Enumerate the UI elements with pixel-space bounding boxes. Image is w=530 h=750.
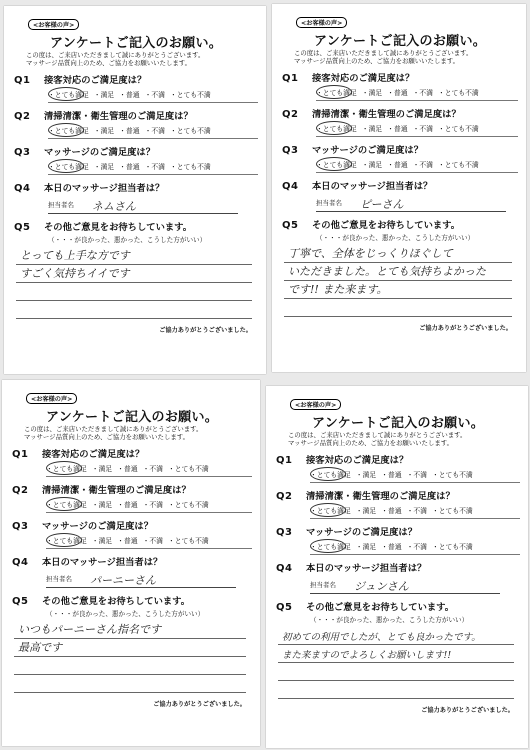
comment-line: 丁寧で、全体をじっくりほぐして: [288, 247, 453, 260]
answer-circle: [310, 503, 346, 517]
q1-text: 接客対応のご満足度は？: [312, 73, 415, 84]
comment-line: いつもパーニーさん指名です: [18, 623, 161, 636]
q5-number: Q5: [282, 220, 299, 231]
person-label: 担当者名: [316, 199, 342, 207]
thanks-text: ご協力ありがとうございました。: [419, 325, 512, 332]
person-label: 担当者名: [48, 201, 74, 209]
answer-circle: [310, 467, 346, 481]
q4-text: 本日のマッサージ担当者は？: [312, 181, 433, 192]
q1-number: Q1: [12, 449, 29, 460]
header-tag: <お客様の声>: [26, 393, 77, 404]
person-field: [48, 200, 238, 214]
q2-text: 清掃清潔・衛生管理のご満足度は？: [44, 111, 193, 122]
comment-line: すごく気持ちイイです: [20, 267, 130, 280]
comment-line: 最高です: [18, 641, 62, 654]
person-handwritten: パーニーさん: [90, 574, 156, 587]
q3-number: Q3: [12, 521, 29, 532]
survey-card-4: [266, 386, 528, 748]
thanks-text: ご協力ありがとうございました。: [159, 327, 252, 334]
q4-number: Q4: [12, 557, 29, 568]
q1-number: Q1: [276, 455, 293, 466]
q1-options: ・とても満足 ・満足 ・普通 ・不満 ・とても不満: [316, 87, 518, 101]
survey-title: アンケートご記入のお願い。: [49, 36, 223, 51]
q5-text: その他ご意見をお待ちしています。: [42, 596, 191, 607]
q3-options: ・とても満足 ・満足 ・普通 ・不満 ・とても不満: [46, 535, 252, 549]
comment-line: とっても上手な方です: [20, 249, 130, 262]
q5-number: Q5: [14, 222, 31, 233]
q2-number: Q2: [282, 109, 299, 120]
survey-title: アンケートご記入のお願い。: [311, 416, 485, 431]
intro-line-2: マッサージ品質向上のため、ご協力をお願いいたします。: [288, 439, 454, 447]
intro-line-1: この度は、ご来店いただきまして誠にありがとうございます。: [288, 431, 467, 439]
q4-text: 本日のマッサージ担当者は？: [306, 563, 427, 574]
header-tag: <お客様の声>: [296, 17, 347, 28]
q2-number: Q2: [12, 485, 29, 496]
q1-text: 接客対応のご満足度は？: [44, 75, 147, 86]
q5-subtext: （・・・が良かった、悪かった、こうした方がいい）: [310, 616, 469, 624]
q5-number: Q5: [12, 596, 29, 607]
q4-text: 本日のマッサージ担当者は？: [42, 557, 163, 568]
survey-title: アンケートご記入のお願い。: [45, 410, 219, 425]
q1-text: 接客対応のご満足度は？: [306, 455, 409, 466]
answer-circle: [310, 539, 346, 553]
q1-text: 接客対応のご満足度は？: [42, 449, 145, 460]
header-tag: <お客様の声>: [28, 19, 79, 30]
comment-area: [284, 245, 512, 317]
survey-card-1: [4, 6, 266, 374]
person-label: 担当者名: [310, 581, 336, 589]
thanks-text: ご協力ありがとうございました。: [421, 707, 514, 714]
q3-options: ・とても満足 ・満足 ・普通 ・不満 ・とても不満: [316, 159, 518, 173]
q5-subtext: （・・・が良かった、悪かった、こうした方がいい）: [316, 234, 475, 242]
q2-number: Q2: [14, 111, 31, 122]
q5-text: その他ご意見をお待ちしています。: [306, 602, 455, 613]
comment-line: また来ますのでよろしくお願いします!!: [282, 650, 452, 661]
q1-number: Q1: [282, 73, 299, 84]
q3-options: ・とても満足 ・満足 ・普通 ・不満 ・とても不満: [48, 161, 258, 175]
survey-title: アンケートご記入のお願い。: [313, 34, 487, 49]
q3-number: Q3: [282, 145, 299, 156]
survey-card-2: [272, 4, 526, 372]
answer-circle: [46, 497, 82, 511]
q3-number: Q3: [14, 147, 31, 158]
q2-text: 清掃清潔・衛生管理のご満足度は？: [306, 491, 455, 502]
person-handwritten: ピーさん: [360, 198, 404, 211]
header-tag: <お客様の声>: [290, 399, 341, 410]
q1-options: ・とても満足 ・満足 ・普通 ・不満 ・とても不満: [48, 89, 258, 103]
intro-line-1: この度は、ご来店いただきまして誠にありがとうございます。: [24, 425, 203, 433]
intro-line-2: マッサージ品質向上のため、ご協力をお願いいたします。: [26, 59, 192, 67]
person-field: [316, 198, 506, 212]
answer-circle: [48, 87, 84, 101]
q2-options: ・とても満足 ・満足 ・普通 ・不満 ・とても不満: [310, 505, 520, 519]
q4-text: 本日のマッサージ担当者は？: [44, 183, 165, 194]
q3-text: マッサージのご満足度は？: [306, 527, 418, 538]
q1-options: ・とても満足 ・満足 ・普通 ・不満 ・とても不満: [46, 463, 252, 477]
q5-text: その他ご意見をお待ちしています。: [312, 220, 461, 231]
answer-circle: [316, 121, 352, 135]
comment-line: 初めての利用でしたが、とても良かったです。: [282, 632, 481, 643]
q2-options: ・とても満足 ・満足 ・普通 ・不満 ・とても不満: [46, 499, 252, 513]
q5-number: Q5: [276, 602, 293, 613]
q3-number: Q3: [276, 527, 293, 538]
intro-line-2: マッサージ品質向上のため、ご協力をお願いいたします。: [24, 433, 190, 441]
q5-subtext: （・・・が良かった、悪かった、こうした方がいい）: [46, 610, 205, 618]
q1-number: Q1: [14, 75, 31, 86]
q4-number: Q4: [282, 181, 299, 192]
person-field: [310, 580, 500, 594]
comment-area: [278, 627, 514, 699]
answer-circle: [46, 461, 82, 475]
q1-options: ・とても満足 ・満足 ・普通 ・不満 ・とても不満: [310, 469, 520, 483]
survey-card-3: [2, 380, 260, 746]
q2-text: 清掃清潔・衛生管理のご満足度は？: [312, 109, 461, 120]
intro-line-1: この度は、ご来店いただきまして誠にありがとうございます。: [26, 51, 205, 59]
thanks-text: ご協力ありがとうございました。: [153, 701, 246, 708]
q2-text: 清掃清潔・衛生管理のご満足度は？: [42, 485, 191, 496]
q5-subtext: （・・・が良かった、悪かった、こうした方がいい）: [48, 236, 207, 244]
intro-line-1: この度は、ご来店いただきまして誠にありがとうございます。: [294, 49, 473, 57]
answer-circle: [48, 123, 84, 137]
q3-text: マッサージのご満足度は？: [44, 147, 156, 158]
comment-line: です!! また来ます。: [288, 283, 388, 296]
answer-circle: [46, 533, 82, 547]
answer-circle: [48, 159, 84, 173]
person-handwritten: ネムさん: [92, 200, 136, 213]
answer-circle: [316, 85, 352, 99]
q3-text: マッサージのご満足度は？: [312, 145, 424, 156]
q4-number: Q4: [14, 183, 31, 194]
q2-options: ・とても満足 ・満足 ・普通 ・不満 ・とても不満: [48, 125, 258, 139]
intro-line-2: マッサージ品質向上のため、ご協力をお願いいたします。: [294, 57, 460, 65]
q2-options: ・とても満足 ・満足 ・普通 ・不満 ・とても不満: [316, 123, 518, 137]
person-label: 担当者名: [46, 575, 72, 583]
comment-area: [16, 247, 252, 319]
comment-line: いただきました。とても気持ちよかった: [288, 265, 486, 278]
person-handwritten: ジュンさん: [354, 580, 409, 593]
q5-text: その他ご意見をお待ちしています。: [44, 222, 193, 233]
answer-circle: [316, 157, 352, 171]
q4-number: Q4: [276, 563, 293, 574]
q3-text: マッサージのご満足度は？: [42, 521, 154, 532]
q2-number: Q2: [276, 491, 293, 502]
q3-options: ・とても満足 ・満足 ・普通 ・不満 ・とても不満: [310, 541, 520, 555]
person-field: [46, 574, 236, 588]
comment-area: [14, 621, 246, 693]
